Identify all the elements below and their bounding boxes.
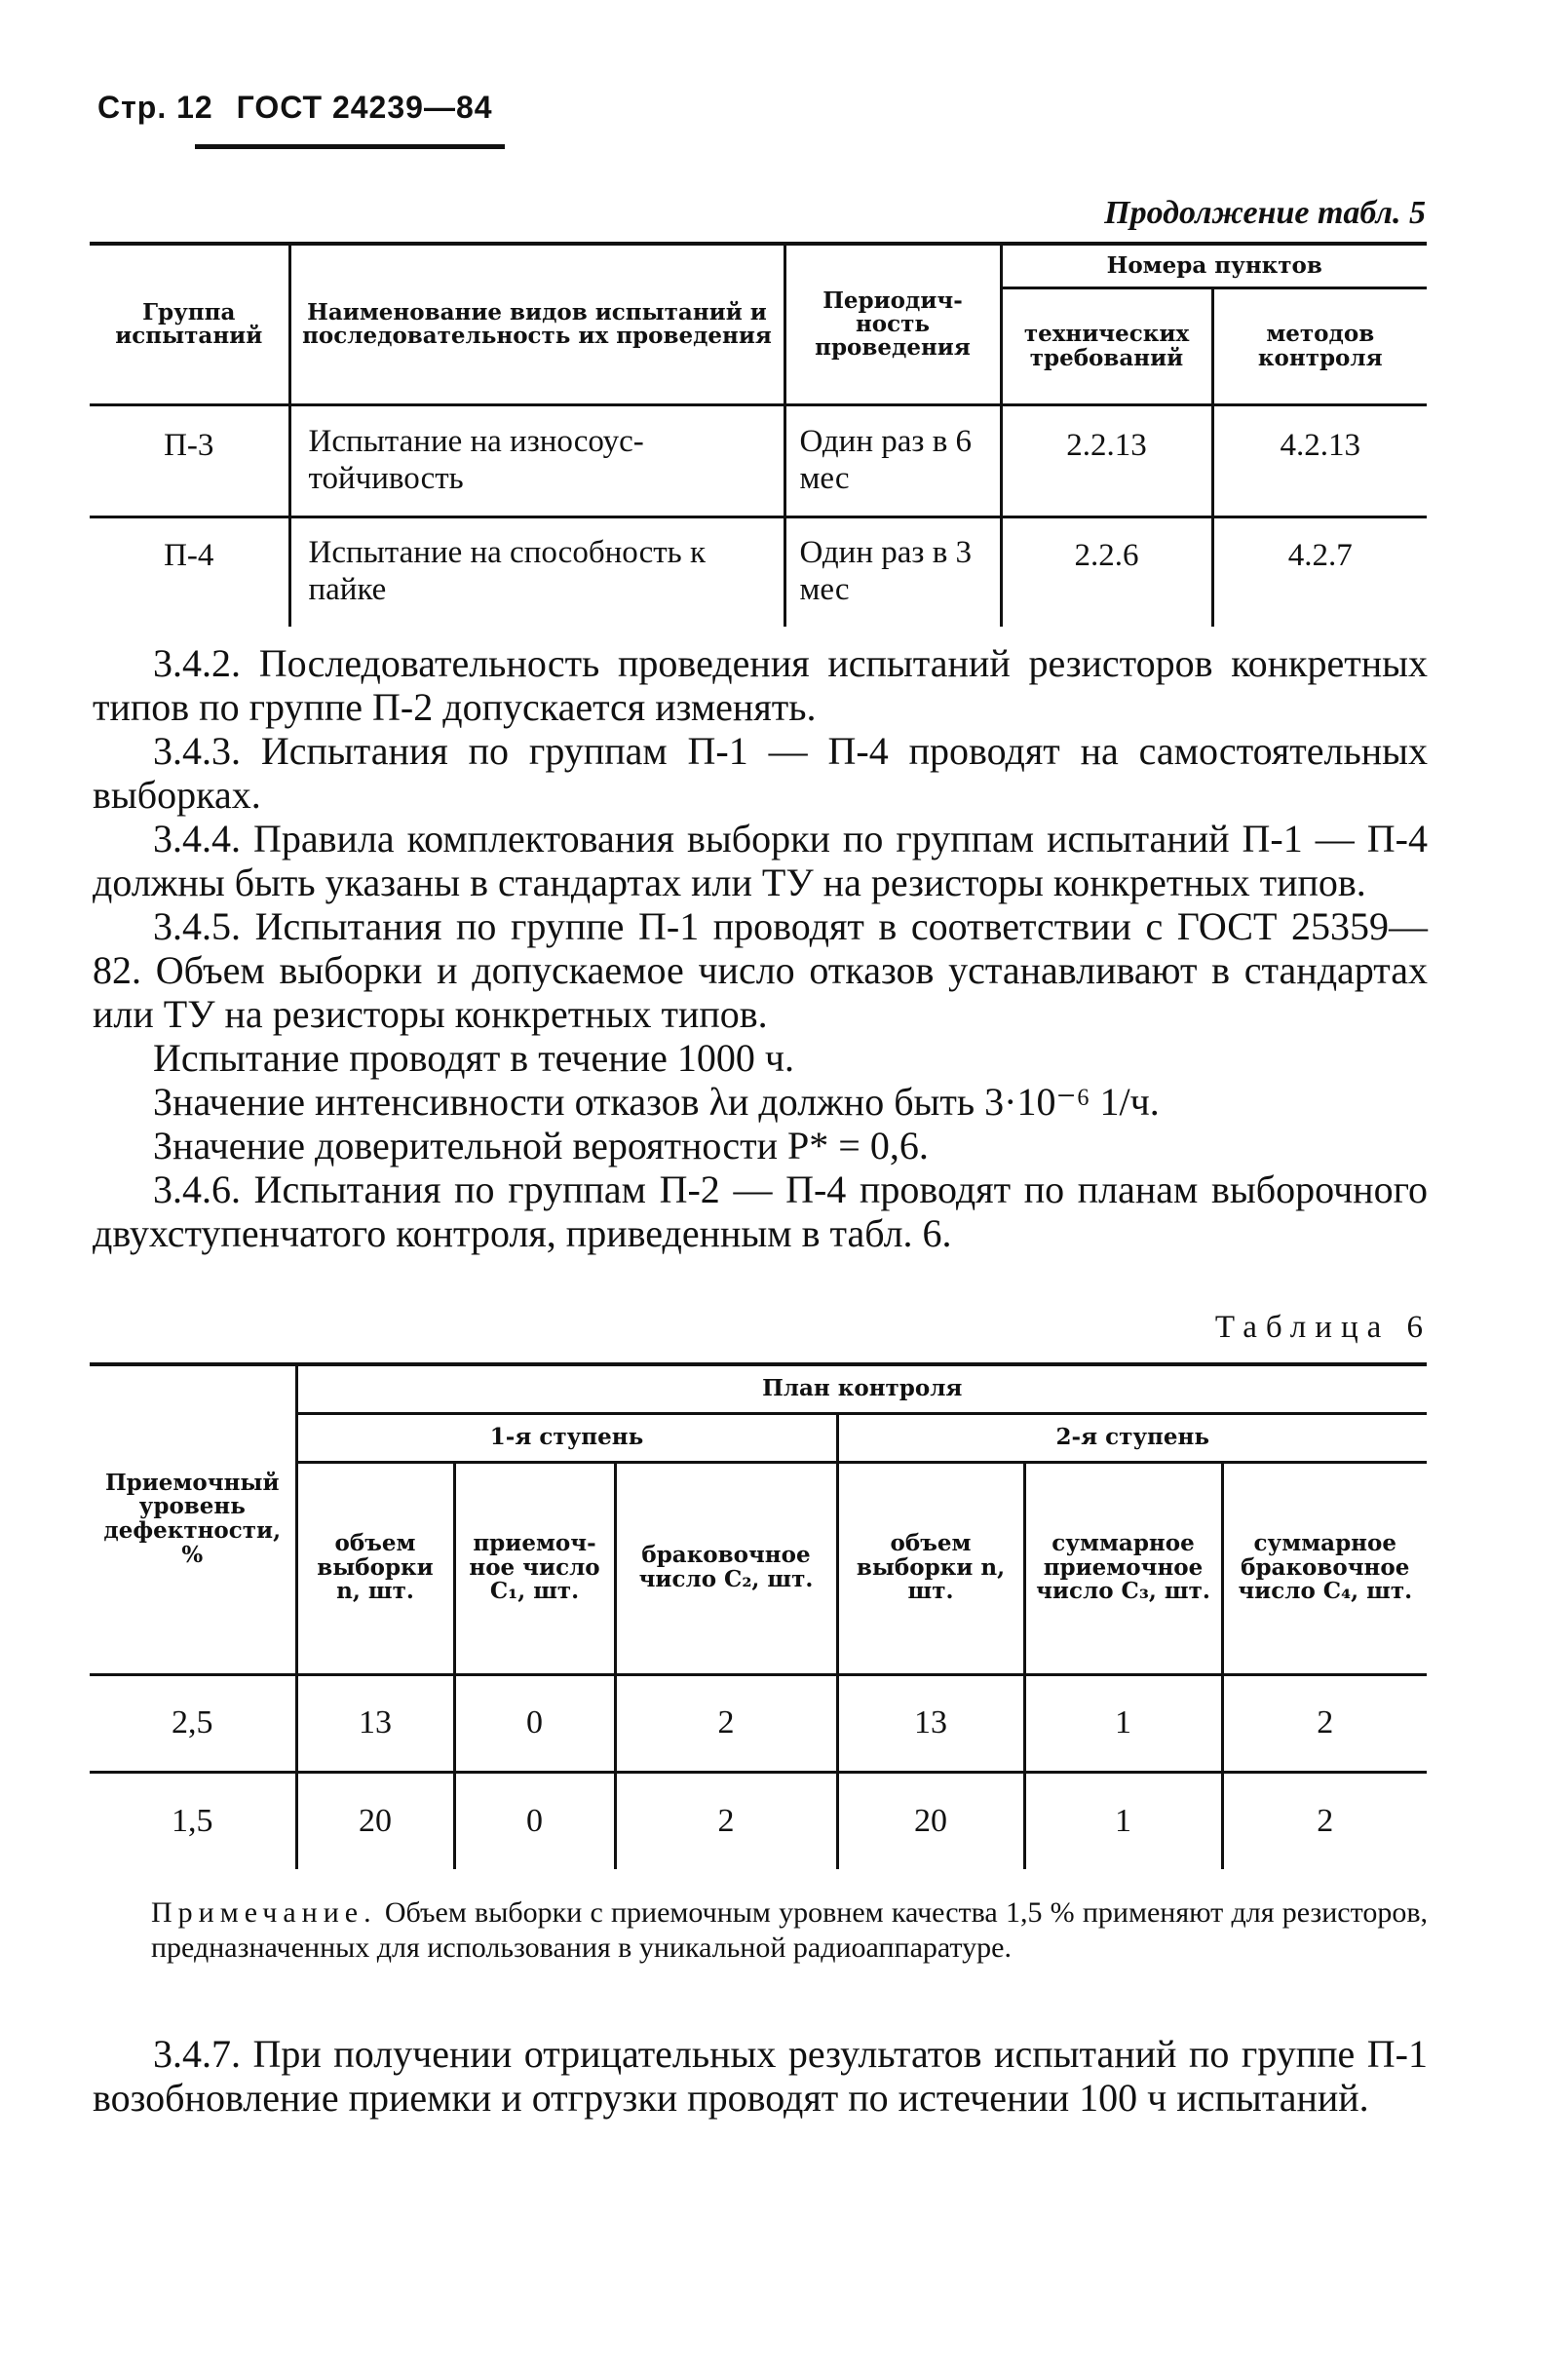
header-sample-size-2: объем выборки n, шт. <box>837 1462 1024 1674</box>
paragraph-3-4-2: 3.4.2. Последовательность проведения испытаний резисторов конкретных типов по группе П-2 допускается изменять. <box>93 641 1428 729</box>
paragraph-3-4-3: 3.4.3. Испытания по группам П-1 — П-4 проводят на самостоятельных выборках. <box>93 729 1428 817</box>
cell: 2 <box>1222 1772 1427 1869</box>
standard-number: ГОСТ 24239—84 <box>236 90 493 125</box>
header-underline <box>195 144 505 149</box>
header-reject-number: браковочное число C₂, шт. <box>615 1462 837 1674</box>
row-name: Испытание на износоус-тойчивость <box>289 405 784 517</box>
row-periodicity: Один раз в 3 мес <box>784 517 1001 627</box>
header-level: Приемочный уровень дефектности, % <box>90 1364 296 1674</box>
cell: 13 <box>837 1674 1024 1772</box>
header-methods: методов контроля <box>1212 288 1427 405</box>
cell-level: 2,5 <box>90 1674 296 1772</box>
table-row <box>90 1772 1427 1869</box>
cell: 13 <box>296 1674 454 1772</box>
header-stage1: 1-я ступень <box>296 1413 837 1462</box>
paragraph-3-4-6: 3.4.6. Испытания по группам П-2 — П-4 проводят по планам выборочного двухступенчатого контроля, приведенным в табл. 6. <box>93 1167 1428 1255</box>
row-methods: 4.2.7 <box>1212 517 1427 627</box>
cell: 1 <box>1024 1674 1222 1772</box>
header-items: Номера пунктов <box>1001 244 1427 288</box>
body-text <box>93 641 1428 1255</box>
paragraph-3-4-7: 3.4.7. При получении отрицательных результатов испытаний по группе П-1 возобновление приемки и отгрузки проводят по истечении 100 ч испытаний. <box>93 2032 1428 2120</box>
table5-caption: Продолжение табл. 5 <box>1104 195 1426 231</box>
paragraph-confidence: Значение доверительной вероятности P* = 0,6. <box>153 1124 929 1167</box>
header-total-accept: суммарное приемочное число C₃, шт. <box>1024 1462 1222 1674</box>
table6 <box>90 1362 1427 1869</box>
header-plan: План контроля <box>296 1364 1427 1413</box>
table5 <box>90 242 1427 627</box>
table6-note <box>151 1895 1428 1966</box>
header-tech: технических требований <box>1001 288 1212 405</box>
table-row <box>90 517 1427 627</box>
cell: 2 <box>615 1674 837 1772</box>
body-text-final <box>93 2032 1428 2120</box>
note-label: Примечание. <box>151 1896 377 1929</box>
paragraph-3-4-4: 3.4.4. Правила комплектования выборки по группам испытаний П-1 — П-4 должны быть указаны в стандартах или ТУ на резисторы конкретных типов. <box>93 817 1428 904</box>
cell: 2 <box>1222 1674 1427 1772</box>
cell: 20 <box>837 1772 1024 1869</box>
row-tech: 2.2.6 <box>1001 517 1212 627</box>
header-periodicity: Периодич-ность проведения <box>784 244 1001 405</box>
paragraph-3-4-5: 3.4.5. Испытания по группе П-1 проводят в соответствии с ГОСТ 25359—82. Объем выборки и допускаемое число отказов устанавливают в стандартах или ТУ на резисторы конкретных типов. <box>93 904 1428 1036</box>
table6-label: Таблица 6 <box>1214 1310 1432 1345</box>
cell: 0 <box>454 1674 615 1772</box>
cell: 0 <box>454 1772 615 1869</box>
row-tech: 2.2.13 <box>1001 405 1212 517</box>
page-header <box>97 90 493 126</box>
row-methods: 4.2.13 <box>1212 405 1427 517</box>
header-sample-size-1: объем выборки n, шт. <box>296 1462 454 1674</box>
row-group: П-3 <box>90 405 289 517</box>
table-row <box>90 405 1427 517</box>
cell: 20 <box>296 1772 454 1869</box>
note-text: Объем выборки с приемочным уровнем качества 1,5 % применяют для резисторов, предназначенных для использования в уникальной радиоаппаратуре. <box>151 1896 1428 1964</box>
row-name: Испытание на способность к пайке <box>289 517 784 627</box>
header-accept-number: приемоч-ное число C₁, шт. <box>454 1462 615 1674</box>
header-total-reject: суммарное браковочное число C₄, шт. <box>1222 1462 1427 1674</box>
paragraph-failure-rate: Значение интенсивности отказов λи должно быть 3·10⁻⁶ 1/ч. <box>153 1080 1160 1124</box>
row-periodicity: Один раз в 6 мес <box>784 405 1001 517</box>
table-row <box>90 1674 1427 1772</box>
cell: 2 <box>615 1772 837 1869</box>
paragraph-test-duration: Испытание проводят в течение 1000 ч. <box>153 1036 794 1080</box>
cell-level: 1,5 <box>172 1802 213 1839</box>
header-name: Наименование видов испытаний и последовательность их проведения <box>289 244 784 405</box>
header-stage2: 2-я ступень <box>837 1413 1427 1462</box>
header-group: Группа испытаний <box>90 244 289 405</box>
page-number: Стр. 12 <box>97 90 213 125</box>
cell: 1 <box>1024 1772 1222 1869</box>
row-group: П-4 <box>164 538 214 573</box>
